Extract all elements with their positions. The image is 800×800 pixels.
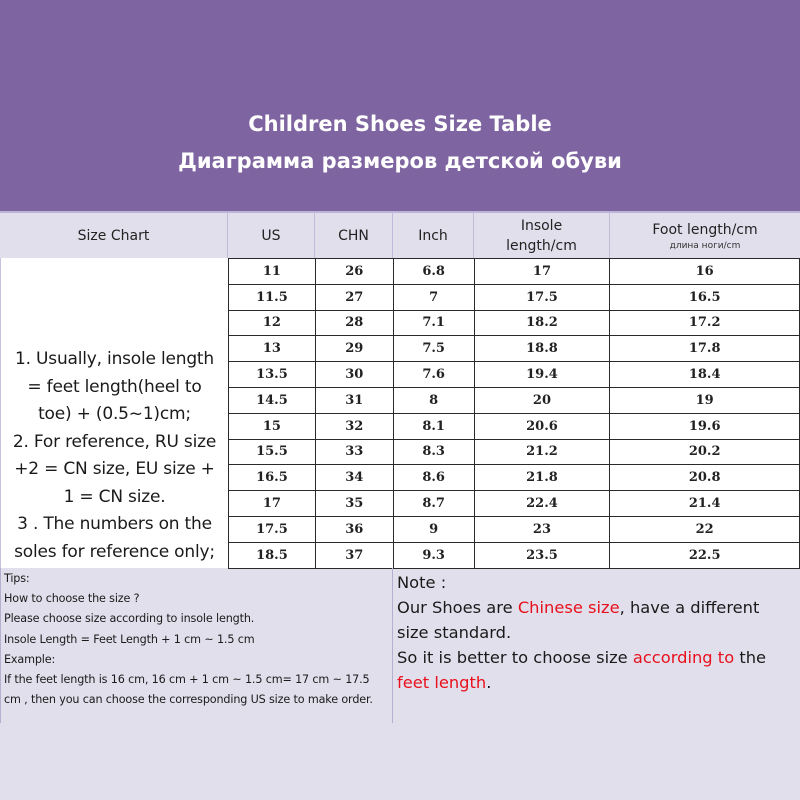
cell-insole: 20.6 <box>474 413 610 439</box>
size-note-line: = feet length(heel to <box>27 376 202 397</box>
cell-chn: 27 <box>315 284 393 310</box>
cell-inch: 7 <box>393 284 474 310</box>
cell-foot: 19 <box>610 387 800 413</box>
header-us: US <box>228 213 315 258</box>
highlight-text: feet length <box>397 673 487 692</box>
cell-insole: 21.2 <box>474 439 610 465</box>
cell-chn: 37 <box>315 542 393 568</box>
size-note-line: 2. For reference, RU size <box>12 431 217 452</box>
tips-line: Tips: <box>4 572 30 585</box>
size-note-line: 1. Usually, insole length <box>15 349 214 369</box>
note-line: feet length. <box>397 673 492 692</box>
cell-inch: 8.3 <box>393 439 474 465</box>
cell-inch: 9 <box>393 516 474 542</box>
cell-inch: 6.8 <box>393 259 474 285</box>
table-row <box>229 362 800 388</box>
table-row <box>229 516 800 542</box>
cell-us: 18.5 <box>229 542 316 568</box>
title-russian: Диаграмма размеров детской обуви <box>178 149 622 173</box>
size-note-line: soles for reference only; <box>14 541 215 562</box>
cell-inch: 7.1 <box>393 310 474 336</box>
table-row <box>229 542 800 568</box>
header-chn: CHN <box>315 213 393 258</box>
table-row <box>229 439 800 465</box>
title-banner <box>0 0 800 211</box>
note-line: Our Shoes are Chinese size, have a different <box>397 598 760 617</box>
table-row <box>229 336 800 362</box>
cell-insole: 20 <box>474 387 610 413</box>
tips-line: cm , then you can choose the corresponding US size to make order. <box>4 693 373 707</box>
cell-insole: 18.2 <box>474 310 610 336</box>
table-row <box>229 387 800 413</box>
cell-insole: 18.8 <box>474 336 610 362</box>
cell-insole: 23 <box>474 516 610 542</box>
title-english: Children Shoes Size Table <box>248 112 552 136</box>
cell-foot: 18.4 <box>610 362 800 388</box>
cell-chn: 34 <box>315 465 393 491</box>
note-line: So it is better to choose size according to the <box>397 648 767 667</box>
cell-inch: 8.7 <box>393 491 474 517</box>
cell-chn: 35 <box>315 491 393 517</box>
tips-line: Please choose size according to insole length. <box>4 612 255 626</box>
cell-inch: 7.6 <box>393 362 474 388</box>
header-inch: Inch <box>393 213 474 258</box>
highlight-text: according to <box>632 648 735 667</box>
header-foot-length: Foot length/cm длина ноги/cm <box>652 221 758 251</box>
cell-us: 11.5 <box>229 284 316 310</box>
cell-inch: 9.3 <box>393 542 474 568</box>
cell-us: 15 <box>229 413 316 439</box>
size-notes-panel <box>0 258 228 568</box>
cell-us: 13 <box>229 336 316 362</box>
cell-insole: 23.5 <box>474 542 610 568</box>
tips-line: How to choose the size ? <box>4 592 140 606</box>
cell-us: 13.5 <box>229 362 316 388</box>
cell-chn: 29 <box>315 336 393 362</box>
tips-panel <box>0 568 393 723</box>
size-note-line: 3 . The numbers on the <box>17 514 212 534</box>
tips-line: Example: <box>4 652 56 666</box>
cell-foot: 20.8 <box>610 465 800 491</box>
cell-foot: 21.4 <box>610 491 800 517</box>
highlight-text: Chinese size <box>517 598 620 617</box>
cell-chn: 28 <box>315 310 393 336</box>
cell-us: 11 <box>229 259 316 285</box>
cell-foot: 22.5 <box>610 542 800 568</box>
note-line: size standard. <box>397 623 512 642</box>
cell-insole: 17 <box>474 259 610 285</box>
cell-inch: 7.5 <box>393 336 474 362</box>
size-note-line: 1 = CN size. <box>63 486 166 507</box>
cell-chn: 31 <box>315 387 393 413</box>
cell-foot: 16.5 <box>610 284 800 310</box>
table-row <box>229 310 800 336</box>
cell-foot: 17.2 <box>610 310 800 336</box>
tips-line: If the feet length is 16 cm, 16 cm + 1 cm ~ 1.5 cm= 17 cm ~ 17.5 <box>4 673 370 687</box>
cell-chn: 32 <box>315 413 393 439</box>
table-header <box>0 211 800 258</box>
cell-insole: 19.4 <box>474 362 610 388</box>
cell-foot: 16 <box>610 259 800 285</box>
cell-foot: 22 <box>610 516 800 542</box>
cell-foot: 20.2 <box>610 439 800 465</box>
note-heading: Note : <box>397 573 447 592</box>
cell-chn: 26 <box>315 259 393 285</box>
cell-inch: 8 <box>393 387 474 413</box>
table-row <box>229 259 800 285</box>
header-size-chart: Size Chart <box>0 213 228 258</box>
cell-inch: 8.1 <box>393 413 474 439</box>
tips-line: Insole Length = Feet Length + 1 cm ~ 1.5 cm <box>4 632 255 646</box>
table-row <box>229 413 800 439</box>
size-note-line: toe) + (0.5~1)cm; <box>38 404 191 424</box>
cell-chn: 30 <box>315 362 393 388</box>
cell-us: 17 <box>229 491 316 517</box>
cell-us: 12 <box>229 310 316 336</box>
header-insole-length: Insole length/cm <box>474 213 610 258</box>
table-row <box>229 491 800 517</box>
cell-foot: 19.6 <box>610 413 800 439</box>
cell-chn: 33 <box>315 439 393 465</box>
cell-insole: 21.8 <box>474 465 610 491</box>
size-note-line: +2 = CN size, EU size + <box>14 459 215 479</box>
note-panel <box>394 568 800 723</box>
cell-insole: 22.4 <box>474 491 610 517</box>
cell-insole: 17.5 <box>474 284 610 310</box>
cell-us: 16.5 <box>229 465 316 491</box>
cell-foot: 17.8 <box>610 336 800 362</box>
size-table <box>228 258 800 569</box>
cell-us: 15.5 <box>229 439 316 465</box>
cell-us: 14.5 <box>229 387 316 413</box>
table-row <box>229 284 800 310</box>
cell-chn: 36 <box>315 516 393 542</box>
cell-us: 17.5 <box>229 516 316 542</box>
cell-inch: 8.6 <box>393 465 474 491</box>
table-row <box>229 465 800 491</box>
